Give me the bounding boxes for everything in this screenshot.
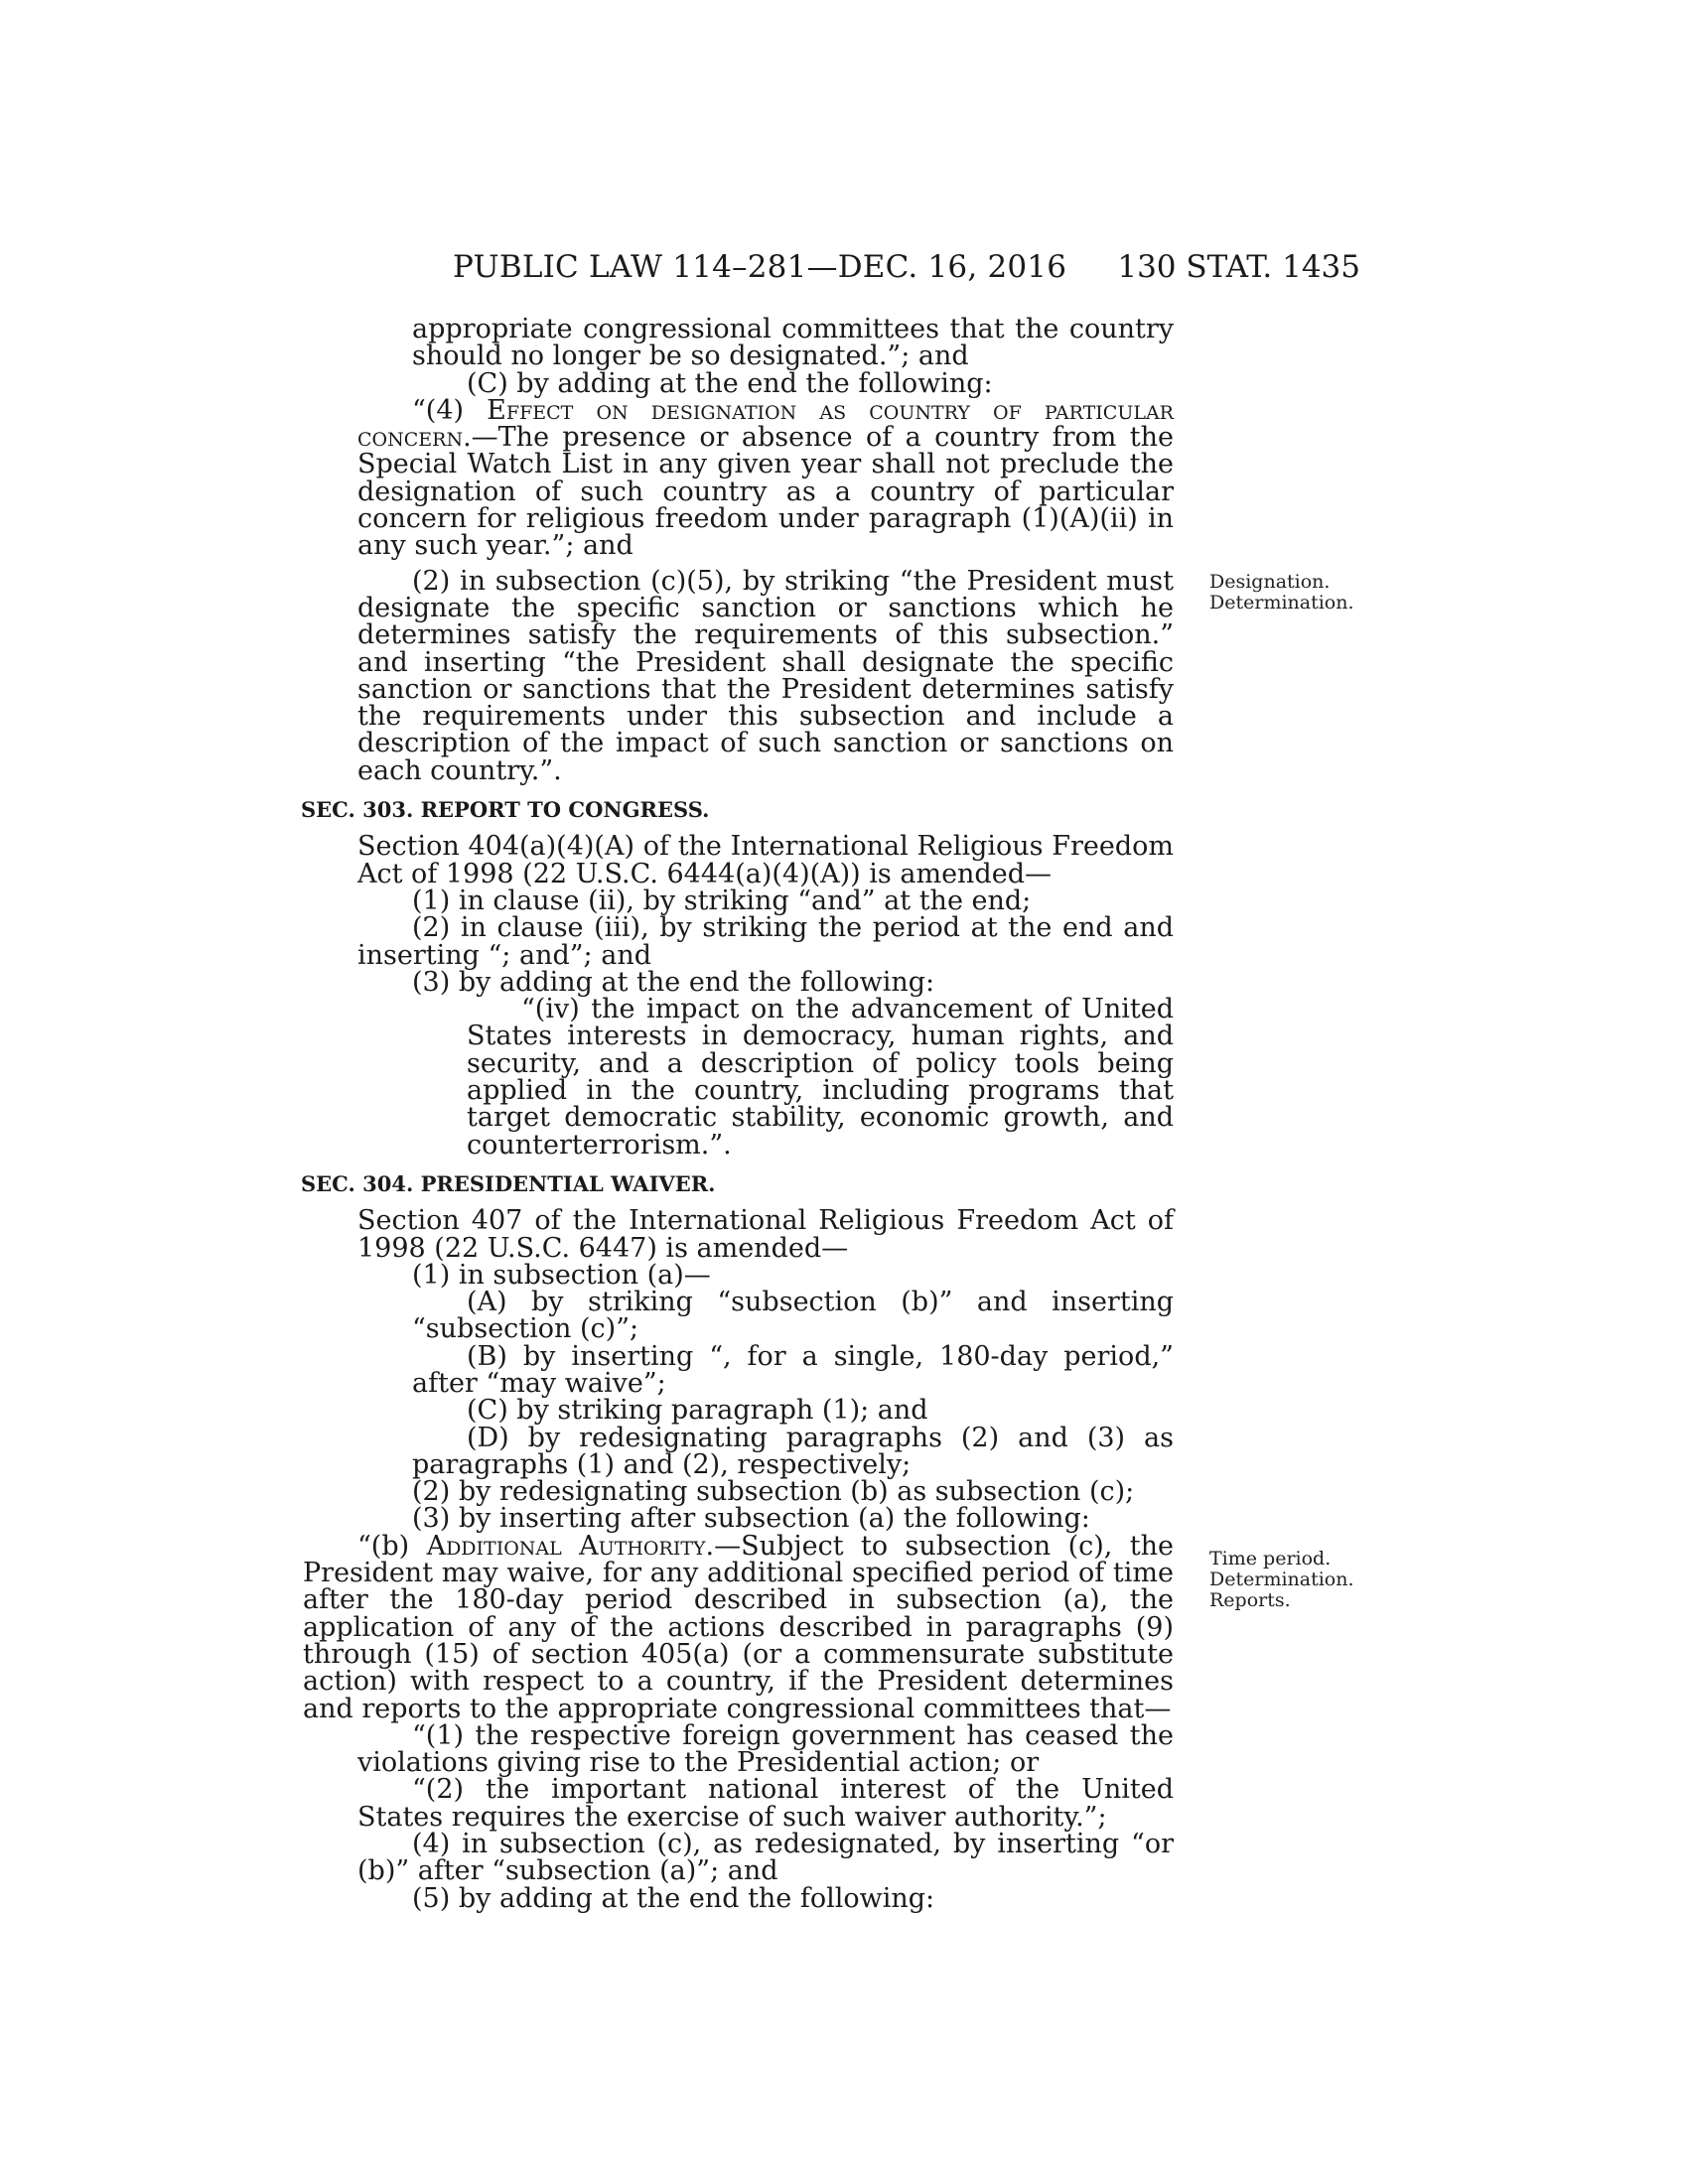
margin-note-line: Designation. bbox=[1209, 571, 1331, 593]
paragraph: “(iv) the impact on the advancement of United States interests in democracy, human rights, and security, and a description of policy tools being applied in the country, including programs that target democratic stability, economic growth, and counterterrorism.”. bbox=[467, 994, 1174, 1160]
paragraph-text: —The presence or absence of a country from the Special Watch List in any given year shall not preclude the designation of such country as a country of particular concern for religious freedom under paragraph (1)(A)(ii) in any such year.”; and bbox=[357, 422, 1174, 562]
page-citation: 130 STAT. 1435 bbox=[1117, 249, 1360, 285]
paragraph-number: “(4) bbox=[412, 394, 488, 426]
paragraph: (B) by inserting “, for a single, 180-day period,” after “may waive”; bbox=[412, 1340, 1174, 1399]
paragraph-effect-on-designation bbox=[357, 394, 1174, 562]
paragraph-text: —Subject to subsection (c), the President may waive, for any additional specified period of time after the 180-day period described in subsection (a), the application of any of the actions described in paragraphs (9) through (15) of section 405(a) (or a commensurate substitute action) with respect to a country, if the President determines and reports to the appropriate congressional committees that— bbox=[303, 1530, 1174, 1724]
paragraph: (5) by adding at the end the following: bbox=[412, 1882, 935, 1914]
margin-note-line: Reports. bbox=[1209, 1589, 1291, 1611]
margin-note-time-period bbox=[1209, 1549, 1354, 1611]
section-heading-303: SEC. 303. REPORT TO CONGRESS. bbox=[301, 797, 710, 823]
paragraph: (4) in subsection (c), as redesignated, by inserting “or (b)” after “subsection (a)”; and bbox=[357, 1829, 1174, 1887]
paragraph: (1) in subsection (a)— bbox=[412, 1259, 711, 1291]
paragraph: (2) in subsection (c)(5), by striking “the President must designate the specific sanction or sanctions which he determines satisfy the requirements of this subsection.” and inserting “the President shall designate the specific sanction or sanctions that the President determines satisfy the requirements under this subsection and include a description of the impact of such sanction or sanctions on each country.”. bbox=[357, 565, 1174, 786]
paragraph: “(2) the important national interest of the United States requires the exercise of such waiver authority.”; bbox=[357, 1774, 1174, 1833]
paragraph: (1) in clause (ii), by striking “and” at the end; bbox=[412, 885, 1032, 916]
paragraph: “(1) the respective foreign government has ceased the violations giving rise to the Presidential action; or bbox=[357, 1719, 1174, 1779]
paragraph-heading: Additional Authority. bbox=[426, 1530, 715, 1562]
paragraph: (3) by adding at the end the following: bbox=[412, 966, 935, 998]
paragraph: (3) by inserting after subsection (a) the following: bbox=[412, 1503, 1090, 1535]
statute-body bbox=[303, 316, 1174, 1912]
paragraph: (C) by adding at the end the following: bbox=[467, 367, 993, 399]
paragraph: appropriate congressional committees that the country should no longer be so designated.”; and bbox=[412, 314, 1174, 372]
paragraph: Section 407 of the International Religious Freedom Act of 1998 (22 U.S.C. 6447) is amended— bbox=[357, 1205, 1174, 1264]
section-heading-304: SEC. 304. PRESIDENTIAL WAIVER. bbox=[301, 1170, 716, 1196]
paragraph-additional-authority bbox=[303, 1530, 1174, 1724]
margin-note-line: Determination. bbox=[1209, 1569, 1354, 1590]
paragraph: (2) by redesignating subsection (b) as subsection (c); bbox=[412, 1476, 1135, 1508]
running-header-title: PUBLIC LAW 114–281—DEC. 16, 2016 bbox=[453, 249, 1067, 285]
paragraph: Section 404(a)(4)(A) of the International Religious Freedom Act of 1998 (22 U.S.C. 6444(a)(4)(A)) is amended— bbox=[357, 831, 1174, 889]
margin-note-designation bbox=[1209, 572, 1354, 614]
paragraph-number: “(b) bbox=[357, 1530, 427, 1562]
margin-note-line: Time period. bbox=[1209, 1548, 1332, 1570]
margin-note-line: Determination. bbox=[1209, 592, 1354, 614]
paragraph: (A) by striking “subsection (b)” and inserting “subsection (c)”; bbox=[412, 1287, 1174, 1345]
paragraph: (C) by striking paragraph (1); and bbox=[467, 1395, 928, 1427]
paragraph: (2) in clause (iii), by striking the period at the end and inserting “; and”; and bbox=[357, 912, 1174, 971]
paragraph: (D) by redesignating paragraphs (2) and (3) as paragraphs (1) and (2), respectively; bbox=[412, 1422, 1174, 1480]
paragraph-heading: Effect on designation as country of particular concern. bbox=[357, 394, 1174, 454]
